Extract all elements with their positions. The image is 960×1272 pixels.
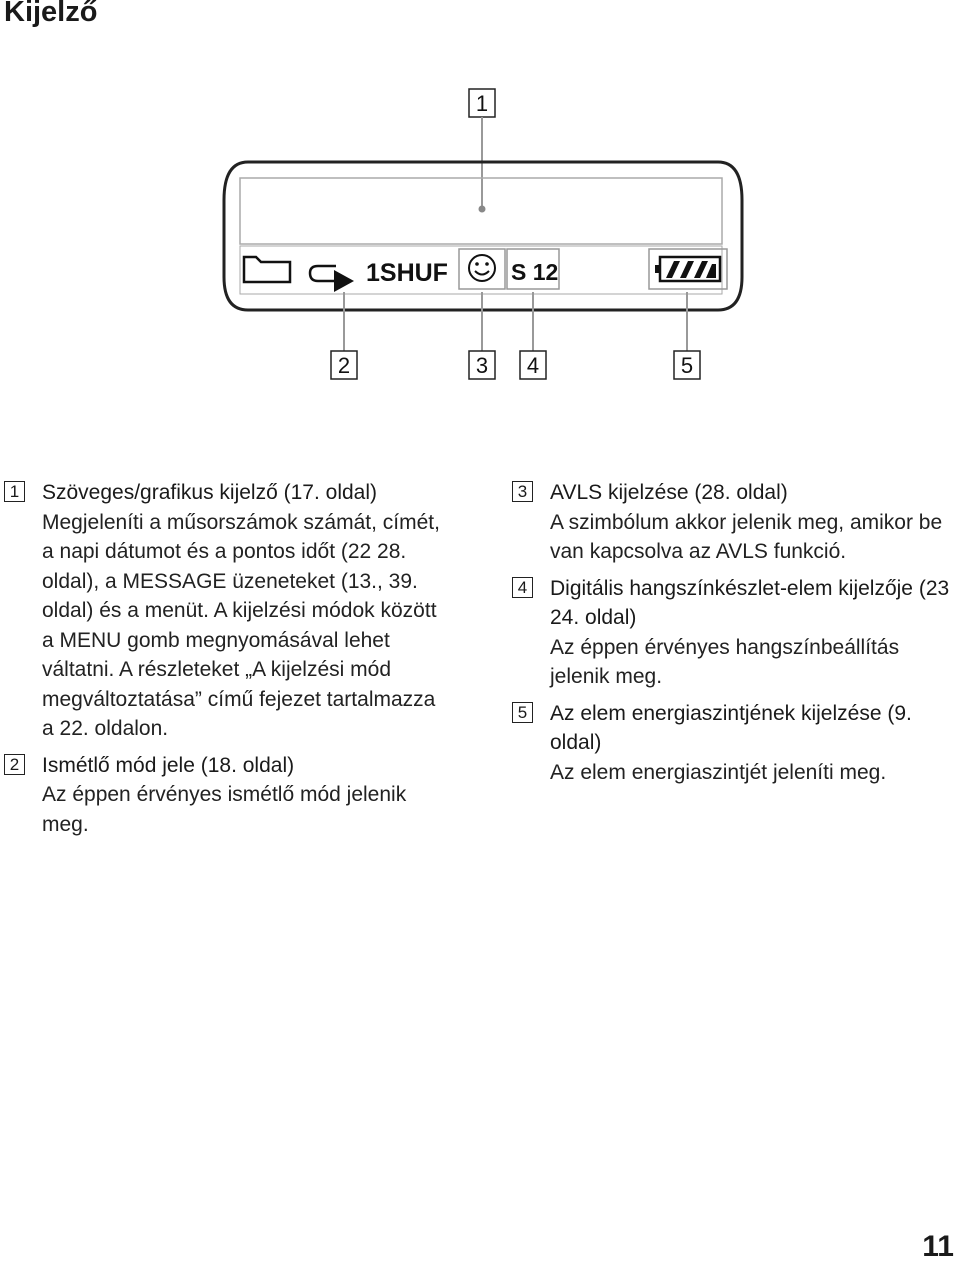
item-number-badge: 5: [512, 702, 533, 723]
item-number-badge: 3: [512, 481, 533, 502]
legend-item-3: [512, 478, 960, 567]
callout-3: [469, 351, 495, 379]
repeat-arrow-icon: [310, 266, 354, 292]
item-heading: Ismétlő mód jele (18. oldal): [42, 753, 295, 777]
legend-item-4: [512, 574, 960, 692]
right-column: [512, 478, 960, 787]
legend-item-2: [4, 751, 444, 840]
legend-item-1: [4, 478, 444, 744]
page-title: Kijelző: [4, 0, 98, 28]
item-number-badge: 4: [512, 577, 533, 598]
repeat-mode-text: 1SHUF: [366, 259, 448, 287]
page-number: 11: [922, 1230, 954, 1263]
item-description: Az éppen érvényes ismétlő mód jelenik meg.: [42, 783, 407, 836]
item-heading: Az elem energiaszintjének kijelzése (9. oldal): [550, 701, 912, 754]
smiley-icon: [459, 249, 505, 289]
sound-preset-indicator: [507, 249, 559, 289]
item-heading: Digitális hangszínkészlet-elem kijelzője (23 24. oldal): [550, 576, 950, 629]
svg-text:5: 5: [680, 353, 694, 378]
item-number-badge: 1: [4, 481, 25, 502]
callout-1: [469, 89, 495, 117]
item-description: A szimbólum akkor jelenik meg, amikor be van kapcsolva az AVLS funkció.: [550, 510, 943, 563]
item-description: Az éppen érvényes hangszínbeállítás jelenik meg.: [550, 635, 900, 688]
item-heading: AVLS kijelzése (28. oldal): [550, 481, 788, 504]
callout-5: [674, 351, 700, 379]
item-description: Az elem energiaszintjét jeleníti meg.: [550, 760, 887, 784]
left-column: [4, 478, 444, 839]
svg-text:1: 1: [475, 91, 489, 116]
svg-text:3: 3: [475, 353, 489, 378]
svg-text:S 12: S 12: [511, 259, 559, 285]
display-diagram: [0, 0, 960, 420]
item-description: Megjeleníti a műsorszámok számát, címét, a napi dátumot és a pontos időt (22 28. oldal), a MESSAGE üzeneteket (13., 39. oldal) és a menüt. A kijelzési módok között a MENU gomb megnyomásával lehet váltatni. A részleteket „A kijelzési mód megváltoztatása” című fejezet tartalmazza a 22. oldalon.: [42, 510, 440, 740]
svg-text:4: 4: [526, 353, 540, 378]
callout-2: [331, 351, 357, 379]
folder-icon: [244, 257, 290, 282]
battery-icon: [649, 249, 727, 289]
callout-4: [520, 351, 546, 379]
svg-text:2: 2: [337, 353, 351, 378]
item-heading: Szöveges/grafikus kijelző (17. oldal): [42, 481, 377, 504]
legend-item-5: [512, 699, 960, 788]
item-number-badge: 2: [4, 754, 25, 775]
